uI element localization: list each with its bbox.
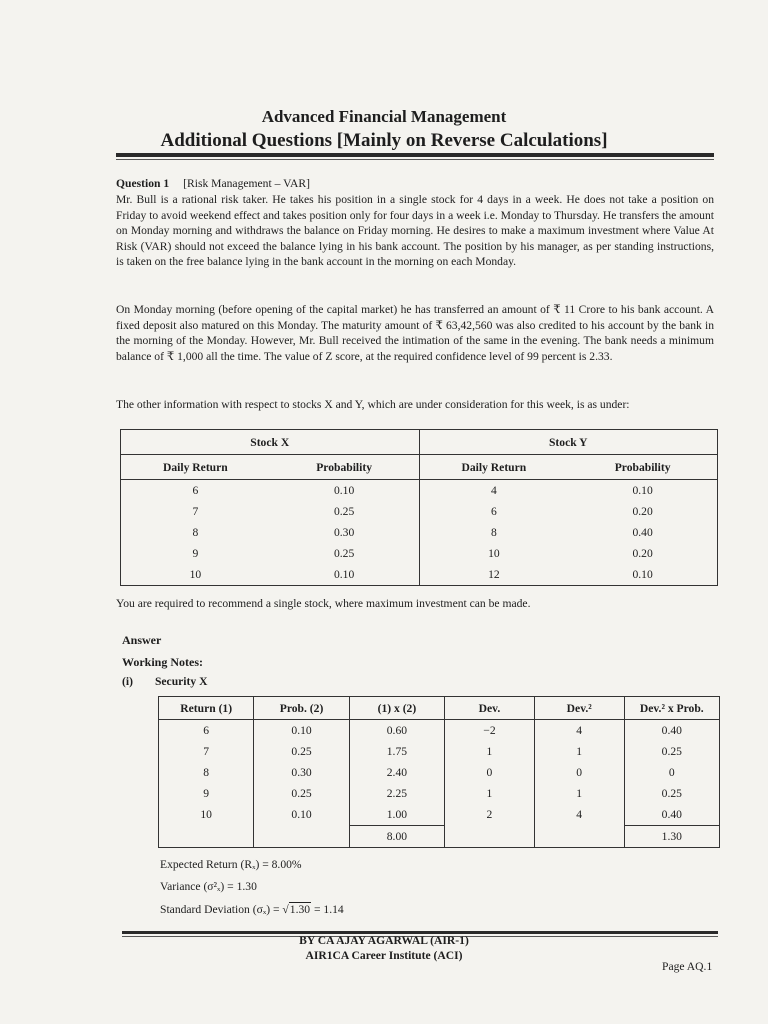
table-cell: 0: [445, 762, 535, 783]
answer-label: Answer: [122, 633, 162, 647]
sd-radicand: 1.30: [289, 903, 311, 916]
sd-prefix: Standard Deviation (σₓ) = √: [160, 903, 289, 916]
section-title: Security X: [154, 675, 208, 688]
table-cell: 1: [534, 741, 624, 762]
table-cell: [534, 826, 624, 848]
table-cell: 0.40: [624, 720, 719, 742]
table-cell: 7: [159, 741, 254, 762]
total-weighted-cell: 1.30: [624, 826, 719, 848]
table-cell: 1.75: [349, 741, 444, 762]
table-cell: 4: [534, 804, 624, 826]
col-header: Probability: [568, 455, 717, 480]
table-cell: −2: [445, 720, 535, 742]
table-row: [121, 543, 718, 564]
table-row: [121, 522, 718, 543]
col-header: Dev.²: [534, 697, 624, 720]
table-cell: 10: [189, 568, 202, 581]
table-cell: 0.20: [632, 505, 653, 518]
table-cell: [254, 826, 349, 848]
total-product-cell: 8.00: [349, 826, 444, 848]
table-cell: 10: [488, 547, 500, 560]
stock-y-header: Stock Y: [419, 430, 718, 455]
table-row: [159, 783, 720, 804]
table-cell: 0.10: [270, 480, 419, 502]
table-cell: 0.40: [624, 804, 719, 826]
page-number: Page AQ.1: [662, 960, 713, 973]
table-cell: 0.20: [632, 547, 653, 560]
table-cell: 6: [159, 720, 254, 742]
col-header: Dev.: [445, 697, 535, 720]
table-cell: 0.25: [270, 543, 419, 564]
col-header: Return (1): [159, 697, 254, 720]
page-title: Advanced Financial Management: [261, 107, 507, 126]
table-row: [121, 564, 718, 586]
table-cell: 6: [192, 484, 199, 497]
recommendation-text: You are required to recommend a single stock, where maximum investment can be made.: [116, 597, 531, 610]
table-cell: 2: [445, 804, 535, 826]
col-header: Prob. (2): [254, 697, 349, 720]
table-cell: 1: [445, 783, 535, 804]
sd-result: = 1.14: [311, 903, 344, 916]
table-cell: 0.25: [270, 501, 419, 522]
question-heading: [116, 176, 714, 192]
table-row: [159, 720, 720, 742]
table-row: [121, 480, 718, 502]
table-row: [159, 741, 720, 762]
table-cell: 0.25: [254, 741, 349, 762]
table-cell: 0.10: [254, 804, 349, 826]
table-cell: 12: [488, 568, 500, 581]
section-heading: [122, 675, 207, 688]
table-cell: 0.10: [254, 720, 349, 742]
table-cell: 8: [192, 526, 199, 539]
question-topic: [Risk Management – VAR]: [183, 177, 310, 190]
expected-return-line: Expected Return (Rₓ) = 8.00%: [160, 858, 302, 871]
table-cell: 0.40: [632, 526, 653, 539]
question-paragraph-1: Mr. Bull is a rational risk taker. He takes his position in a single stock for 4 days in a week. He does not take a position on Friday to avoid weekend effect and takes position only for four days in a week i.e. Monday to Thursday. He transfers the amount on Monday morning and withdraws the balance on Friday morning. He desires to make a maximum investment where Value At Risk (VAR) should not exceed the balance lying in his bank account. The position by his manager, as per standing instructions, is taken on the free balance lying in the bank account in the morning on each Monday.: [116, 193, 714, 269]
question-paragraph-3: The other information with respect to stocks X and Y, which are under consideration for this week, is as under:: [116, 398, 630, 411]
col-header: (1) x (2): [349, 697, 444, 720]
security-x-table: [158, 696, 720, 848]
table-cell: 0: [534, 762, 624, 783]
table-cell: 4: [534, 720, 624, 742]
col-header: Daily Return: [419, 455, 568, 480]
table-cell: 0: [624, 762, 719, 783]
header-rule: [116, 153, 714, 157]
table-cell: 9: [192, 547, 199, 560]
table-cell: 6: [490, 505, 497, 518]
std-dev-line: [160, 903, 344, 916]
table-cell: 1.00: [349, 804, 444, 826]
table-row: [159, 762, 720, 783]
table-cell: 0.30: [270, 522, 419, 543]
table-row: [121, 501, 718, 522]
table-cell: 1: [445, 741, 535, 762]
col-header: Probability: [270, 455, 419, 480]
working-notes-label: Working Notes:: [122, 655, 203, 669]
variance-line: Variance (σ²ₓ) = 1.30: [160, 880, 257, 893]
table-cell: 0.10: [270, 564, 419, 586]
table-cell: 0.25: [624, 783, 719, 804]
table-cell: 8: [159, 762, 254, 783]
table-cell: 0.60: [349, 720, 444, 742]
section-number: (i): [122, 675, 133, 688]
header-rule-thin: [116, 159, 714, 160]
table-cell: [445, 826, 535, 848]
table-total-row: [159, 826, 720, 848]
table-cell: 0.25: [624, 741, 719, 762]
table-cell: 0.30: [254, 762, 349, 783]
table-cell: [159, 826, 254, 848]
question-paragraph-2: On Monday morning (before opening of the capital market) he has transferred an amount of ₹ 11 Crore to his bank account. A fixed deposit also matured on this Monday. The maturity amount of ₹ 63,42,560 was also credited to his account by the bank in the morning of the Monday. However, Mr. Bull received the intimation of the same in the evening. The bank needs a minimum balance of ₹ 1,000 all the time. The value of Z score, at the required confidence level of 99 percent is 2.33.: [116, 303, 714, 363]
table-cell: 4: [490, 484, 497, 497]
page-subtitle: Additional Questions [Mainly on Reverse Calculations]: [160, 130, 608, 151]
table-cell: 9: [159, 783, 254, 804]
col-header: Dev.² x Prob.: [624, 697, 719, 720]
footer-author: BY CA AJAY AGARWAL (AIR-1): [299, 934, 469, 947]
table-cell: 2.25: [349, 783, 444, 804]
table-cell: 7: [192, 505, 199, 518]
footer-institute: AIR1CA Career Institute (ACI): [305, 949, 463, 962]
table-row: [159, 804, 720, 826]
table-cell: 1: [534, 783, 624, 804]
stock-x-header: Stock X: [121, 430, 420, 455]
table-cell: 0.25: [254, 783, 349, 804]
table-cell: 8: [490, 526, 497, 539]
stock-table: [120, 429, 718, 586]
question-label: Question 1: [116, 177, 170, 190]
table-cell: 0.10: [632, 568, 653, 581]
table-cell: 10: [159, 804, 254, 826]
col-header: Daily Return: [121, 455, 270, 480]
table-cell: 2.40: [349, 762, 444, 783]
table-cell: 0.10: [632, 484, 653, 497]
